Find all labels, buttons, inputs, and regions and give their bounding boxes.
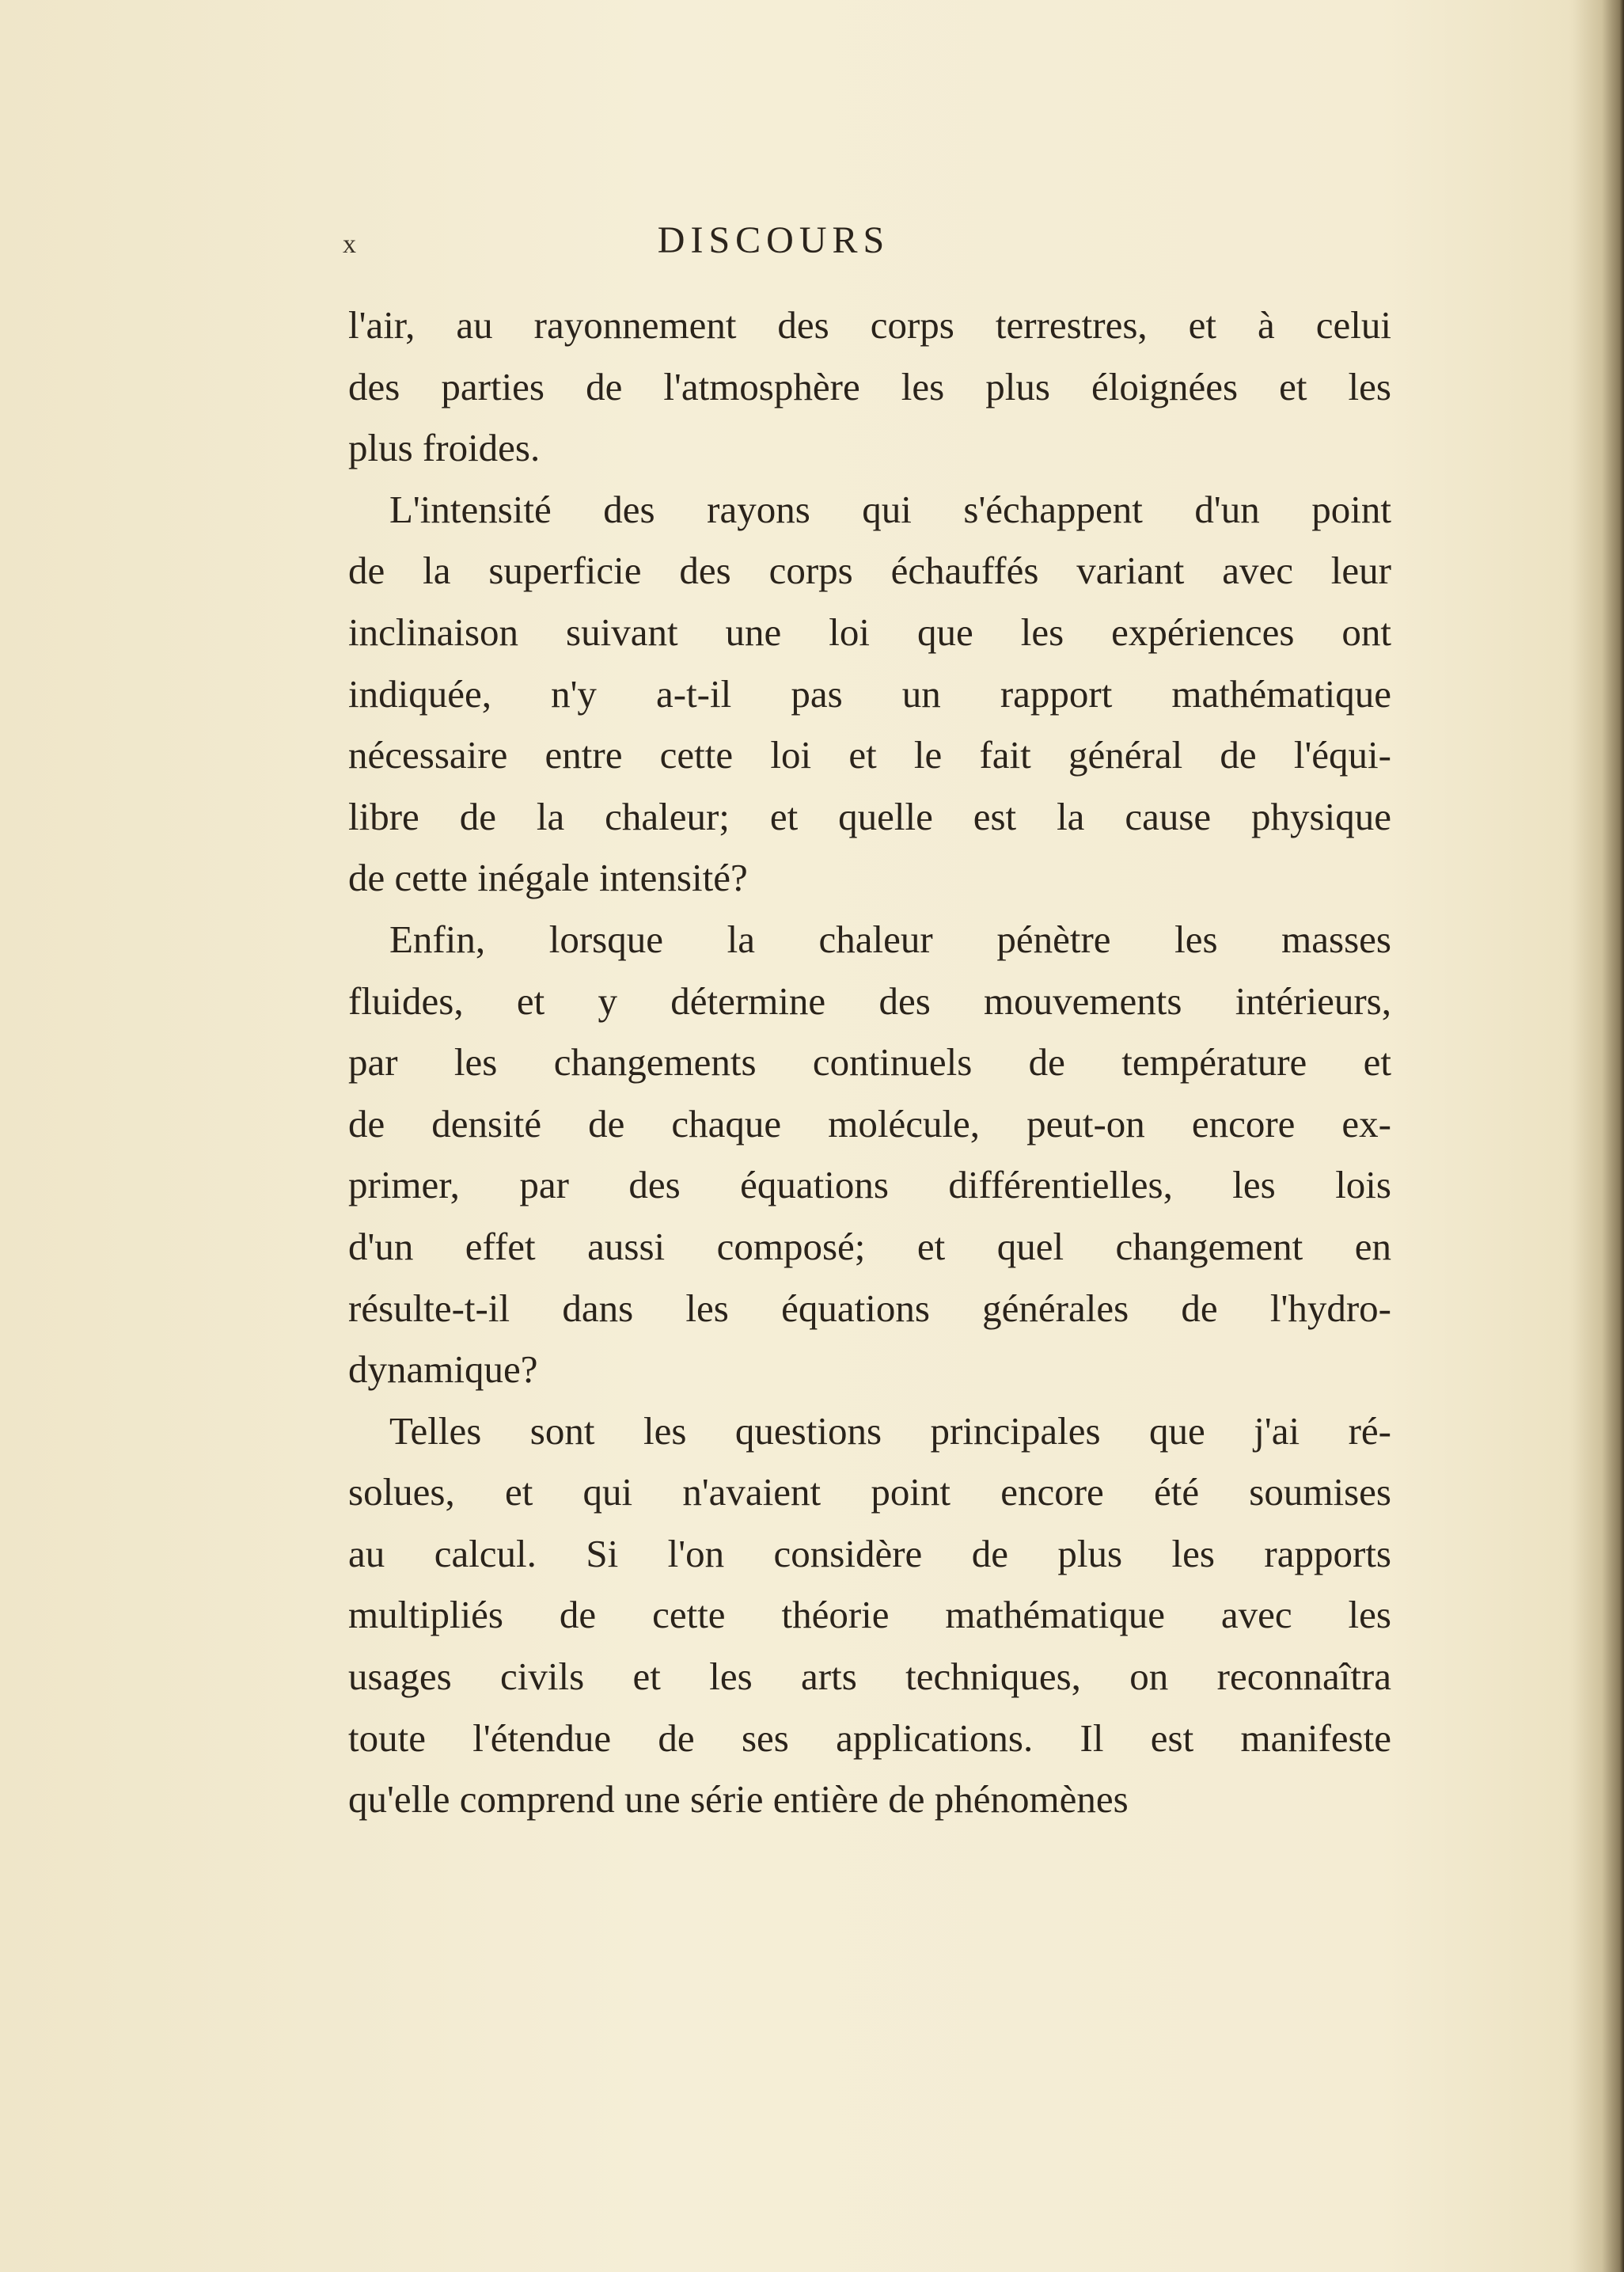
text-line: de la superficie des corps échauffés variant avec leur [348, 549, 1391, 593]
text-line: dynamique? [348, 1347, 538, 1392]
body-text [348, 294, 1391, 1830]
paragraph [348, 294, 1391, 479]
text-line: par les changements continuels de température et [348, 1040, 1391, 1085]
paragraph [348, 909, 1391, 1400]
page-number: x [343, 230, 356, 259]
text-line: fluides, et y détermine des mouvements intérieurs, [348, 978, 1391, 1023]
text-line: L'intensité des rayons qui s'échappent d'un point [389, 487, 1391, 531]
text-line: de cette inégale intensité? [348, 856, 748, 900]
text-line: usages civils et les arts techniques, on reconnaîtra [348, 1655, 1391, 1699]
text-line: plus froides. [348, 426, 541, 470]
text-line: nécessaire entre cette loi et le fait général de l'équi- [348, 733, 1391, 777]
text-line: qu'elle comprend une série entière de phénomènes [348, 1777, 1129, 1822]
text-line: inclinaison suivant une loi que les expériences ont [348, 610, 1391, 654]
text-line: résulte-t-il dans les équations générales de l'hydro- [348, 1286, 1391, 1330]
text-line: multipliés de cette théorie mathématique avec les [348, 1593, 1391, 1637]
text-line: indiquée, n'y a-t-il pas un rapport mathématique [348, 671, 1391, 716]
text-line: toute l'étendue de ses applications. Il est manifeste [348, 1715, 1391, 1760]
paragraph [348, 1400, 1391, 1830]
page-edge-shadow [1569, 0, 1624, 2272]
text-line: l'air, au rayonnement des corps terrestres, et à celui [348, 303, 1391, 347]
page-header [0, 218, 1624, 274]
text-line: de densité de chaque molécule, peut-on encore ex- [348, 1101, 1391, 1145]
running-title: DISCOURS [657, 219, 890, 261]
paragraph [348, 479, 1391, 909]
text-line: Enfin, lorsque la chaleur pénètre les masses [389, 917, 1391, 961]
text-line: Telles sont les questions principales que j'ai ré- [389, 1408, 1391, 1453]
text-line: solues, et qui n'avaient point encore été soumises [348, 1470, 1391, 1514]
text-line: primer, par des équations différentielles, les lois [348, 1163, 1391, 1207]
text-line: d'un effet aussi composé; et quel changement en [348, 1224, 1391, 1268]
text-line: libre de la chaleur; et quelle est la cause physique [348, 794, 1391, 838]
text-line: des parties de l'atmosphère les plus éloignées et les [348, 364, 1391, 408]
text-line: au calcul. Si l'on considère de plus les rapports [348, 1531, 1391, 1575]
